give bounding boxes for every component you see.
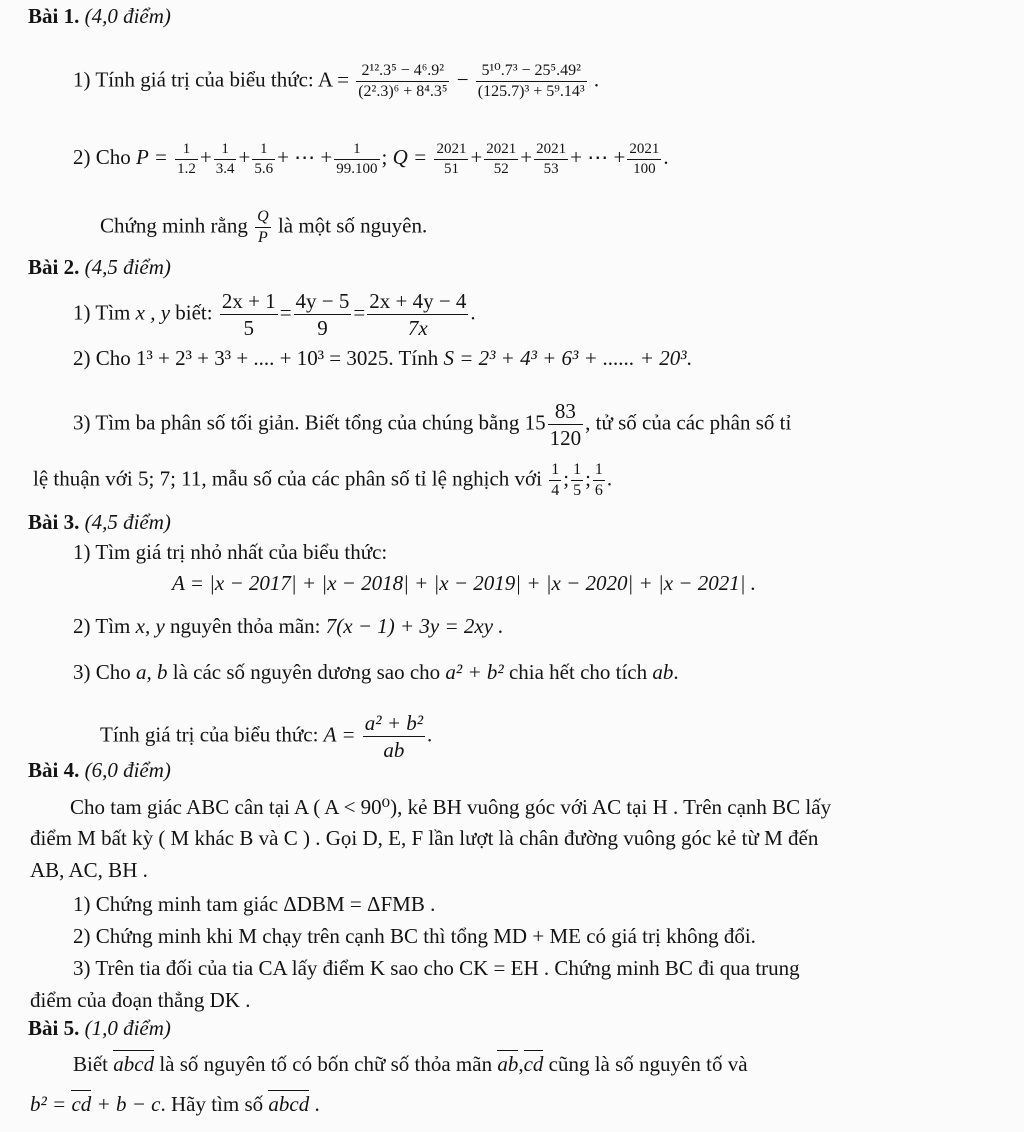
bai5-line2: [30, 1094, 320, 1115]
bai2-p1-cond: biết:: [175, 300, 213, 325]
denominator: 5.6: [254, 160, 274, 177]
bai2-p3-line2-pre: lệ thuận với: [33, 466, 133, 491]
denominator: 9: [317, 316, 328, 341]
bai5-abcd-overline-2: abcd: [268, 1092, 310, 1116]
denominator: 5: [573, 482, 582, 499]
bai5-line1: [73, 1054, 748, 1075]
bai1-prove-post: là một số nguyên.: [277, 213, 428, 238]
bai5-l1-post: cũng là số nguyên tố và: [548, 1052, 748, 1076]
numerator: 1: [214, 140, 237, 160]
numerator: 2021: [434, 140, 468, 160]
bai1-p1-f1-denominator: (2².3)⁶ + 8⁴.3⁵: [358, 83, 448, 100]
bai3-p2-equation: 7(x − 1) + 3y = 2xy .: [325, 614, 504, 638]
bai2-part1: [73, 288, 476, 342]
bai2-p3-inv-1: [549, 460, 561, 501]
bai1-prove-pre: Chứng minh rằng: [100, 213, 248, 238]
bai3-heading-line: [28, 512, 171, 533]
bai1-p1-fraction-1: [356, 61, 449, 102]
numerator: 2x + 1: [220, 288, 278, 315]
bai2-part3-line1: [73, 398, 791, 452]
numerator: 1: [252, 140, 275, 160]
bai1-p2-P-term-1: [175, 140, 198, 179]
bai3-heading: Bài 3.: [28, 510, 80, 534]
numerator: 2021: [534, 140, 568, 160]
bai1-p2-Q-term-1: [434, 140, 468, 179]
denominator: 51: [443, 160, 459, 177]
bai5-b-squared: b² =: [30, 1092, 67, 1116]
denominator: P: [258, 229, 268, 246]
numerator: 83: [548, 398, 584, 425]
bai2-p3-inv-2: [571, 460, 583, 501]
separator: ;: [585, 466, 591, 491]
bai1-p1-lhs: A =: [317, 67, 349, 92]
separator: ;: [563, 466, 570, 491]
end: .: [470, 300, 476, 325]
bai3-p3-vars: a, b: [136, 660, 168, 684]
bai2-p3-line1-post: , tử số của các phân số tỉ: [585, 410, 792, 435]
bai2-p3-line1-pre: 3) Tìm ba phân số tối giản. Biết tổng của chúng bằng: [73, 410, 520, 435]
numerator: 2x + 4y − 4: [367, 288, 468, 315]
bai4-intro-line3: AB, AC, BH .: [30, 858, 148, 882]
bai2-p3-ratio: 5; 7; 11: [138, 466, 202, 491]
bai1-p2-Q-lhs: Q =: [392, 145, 428, 170]
bai3-p2-label: 2) Tìm: [73, 614, 131, 638]
bai3-p3-ab: ab: [652, 660, 674, 684]
bai1-p1-label: 1) Tính giá trị của biểu thức:: [73, 67, 314, 92]
bai2-p1-fraction-3: [367, 288, 468, 342]
numerator: 2021: [484, 140, 518, 160]
numerator: 1: [175, 140, 198, 160]
bai4-intro-line2: điểm M bất kỳ ( M khác B và C ) . Gọi D, E, F lần lượt là chân đường vuông góc kẻ từ M đến: [30, 826, 819, 850]
bai2-points: (4,5 điểm): [84, 255, 171, 279]
bai3-p3-calc-label: Tính giá trị của biểu thức:: [100, 722, 319, 747]
plus: +: [238, 145, 251, 170]
bai2-p3-mixed-fraction: [548, 398, 584, 452]
bai1-p2-Q-term-3: [534, 140, 568, 179]
denominator: 53: [543, 160, 559, 177]
bai1-p2-Q-term-last: [627, 140, 661, 179]
bai1-p1-f1-numerator: 2¹².3⁵ − 4⁶.9²: [356, 61, 449, 82]
bai2-p2-given: 1³ + 2³ + 3³ + .... + 10³ = 3025: [136, 346, 389, 370]
bai3-p3-expr: a² + b²: [445, 660, 504, 684]
bai2-p1-fraction-1: [220, 288, 278, 342]
bai3-part2: [73, 616, 504, 637]
numerator: 1: [571, 460, 583, 481]
denominator: 6: [594, 482, 603, 499]
bai3-p1-label: 1) Tìm giá trị nhỏ nhất của biểu thức:: [73, 540, 388, 564]
bai1-part2-prove: [100, 207, 427, 248]
bai1-p2-label: 2) Cho: [73, 145, 131, 170]
numerator: a² + b²: [363, 710, 425, 737]
bai1-p1-end: .: [593, 67, 600, 92]
bai3-part1: [73, 542, 387, 563]
denominator: 3.4: [215, 160, 235, 177]
bai1-p2-P-term-3: [252, 140, 275, 179]
end: .: [606, 466, 613, 491]
dots: + ⋯ +: [570, 145, 626, 170]
denominator: 4: [551, 482, 560, 499]
plus: +: [520, 145, 533, 170]
bai1-prove-fraction: [255, 207, 271, 248]
end: .: [663, 145, 669, 170]
bai5-abcd-overline: abcd: [113, 1052, 155, 1076]
bai5-points: (1,0 điểm): [84, 1016, 171, 1040]
bai3-p3-post: chia hết cho tích: [508, 660, 648, 684]
bai1-points: (4,0 điểm): [84, 4, 171, 28]
bai3-part3-calc: [100, 710, 432, 764]
denominator: 100: [633, 160, 656, 177]
bai2-p2-label: 2) Cho: [73, 346, 131, 370]
bai3-points: (4,5 điểm): [84, 510, 171, 534]
separator: ;: [381, 145, 388, 170]
bai4-intro-line1: Cho tam giác ABC cân tại A ( A < 90⁰), kẻ BH vuông góc với AC tại H . Trên cạnh BC lấy: [70, 795, 832, 819]
end: .: [427, 722, 433, 747]
bai2-heading: Bài 2.: [28, 255, 80, 279]
bai3-p1-expression: A = |x − 2017| + |x − 2018| + |x − 2019| + |x − 2020| + |x − 2021| .: [172, 571, 756, 595]
bai5-l2-post: . Hãy tìm số: [160, 1092, 264, 1116]
bai5-cd-overline-2: cd: [71, 1092, 92, 1116]
bai2-p2-find: S = 2³ + 4³ + 6³ + ...... + 20³: [443, 346, 687, 370]
plus: +: [199, 145, 212, 170]
bai1-p1-fraction-2: [476, 61, 587, 102]
bai5-comma: ,: [518, 1052, 524, 1076]
bai1-p2-P-term-2: [214, 140, 237, 179]
dots: + ⋯ +: [277, 145, 333, 170]
denominator: 5: [243, 316, 255, 341]
bai4-heading-line: [28, 760, 171, 781]
bai2-p1-fraction-2: [294, 288, 352, 342]
denominator: 7x: [407, 316, 428, 341]
denominator: 99.100: [336, 160, 378, 177]
plus: +: [470, 145, 483, 170]
bai1-p2-Q-term-2: [484, 140, 518, 179]
equals: =: [353, 300, 366, 325]
bai4-points: (6,0 điểm): [84, 758, 171, 782]
bai1-p1-minus: −: [456, 67, 469, 92]
bai2-p1-label: 1) Tìm: [73, 300, 131, 325]
bai2-p1-vars: x , y: [135, 300, 171, 325]
denominator: 1.2: [177, 160, 196, 177]
numerator: Q: [255, 207, 271, 228]
bai4-question-3b: điểm của đoạn thẳng DK .: [30, 988, 251, 1012]
bai1-heading: Bài 1.: [28, 4, 80, 28]
bai5-l2-mid: + b − c: [96, 1092, 161, 1116]
bai3-part3: [73, 662, 679, 683]
bai1-part2: [73, 140, 669, 179]
bai2-p2-end: .: [686, 346, 692, 370]
numerator: 1: [334, 140, 379, 160]
bai1-p1-f2-numerator: 5¹⁰.7³ − 25⁵.49²: [476, 61, 587, 82]
bai3-p3-fraction: [363, 710, 425, 764]
bai3-p2-cond: nguyên thỏa mãn:: [170, 614, 321, 638]
bai5-l1-pre: Biết: [73, 1052, 108, 1076]
bai1-p2-P-term-last: [334, 140, 379, 179]
numerator: 1: [593, 460, 605, 481]
bai2-p3-inv-3: [593, 460, 605, 501]
bai5-cd-overline: cd: [523, 1052, 544, 1076]
bai5-end: .: [314, 1092, 320, 1116]
equals: =: [279, 300, 292, 325]
bai3-p3-mid: là các số nguyên dương sao cho: [172, 660, 441, 684]
bai2-heading-line: [28, 257, 171, 278]
bai2-p2-mid: . Tính: [388, 346, 439, 370]
bai4-question-3a: 3) Trên tia đối của tia CA lấy điểm K sao cho CK = EH . Chứng minh BC đi qua trung: [73, 956, 800, 980]
denominator: 52: [493, 160, 509, 177]
bai3-p3-label: 3) Cho: [73, 660, 131, 684]
bai3-p2-vars: x, y: [135, 614, 165, 638]
bai3-p3-lhs: A =: [323, 722, 356, 747]
bai1-part1: [73, 61, 599, 102]
numerator: 2021: [627, 140, 661, 160]
bai2-part3-line2: [33, 460, 612, 501]
bai2-p3-mixed-whole: 15: [524, 410, 546, 435]
bai2-p3-line2-mid: , mẫu số của các phân số tỉ lệ nghịch với: [201, 466, 542, 491]
bai2-part2: [73, 348, 692, 369]
bai1-p2-P-lhs: P =: [136, 145, 168, 170]
bai5-l1-mid: là số nguyên tố có bốn chữ số thỏa mãn: [159, 1052, 493, 1076]
bai5-heading: Bài 5.: [28, 1016, 80, 1040]
bai1-p1-f2-denominator: (125.7)³ + 5⁹.14³: [477, 83, 585, 100]
bai4-question-1: 1) Chứng minh tam giác ΔDBM = ΔFMB .: [73, 892, 436, 916]
bai5-heading-line: [28, 1018, 171, 1039]
bai4-question-2: 2) Chứng minh khi M chạy trên cạnh BC thì tổng MD + ME có giá trị không đổi.: [73, 924, 756, 948]
bai3-p3-end: .: [673, 660, 679, 684]
bai5-ab-overline: ab: [497, 1052, 519, 1076]
numerator: 4y − 5: [294, 288, 352, 315]
denominator: 120: [549, 426, 582, 451]
numerator: 1: [549, 460, 561, 481]
denominator: ab: [383, 738, 405, 763]
bai4-heading: Bài 4.: [28, 758, 80, 782]
bai1-heading-line: [28, 6, 171, 27]
